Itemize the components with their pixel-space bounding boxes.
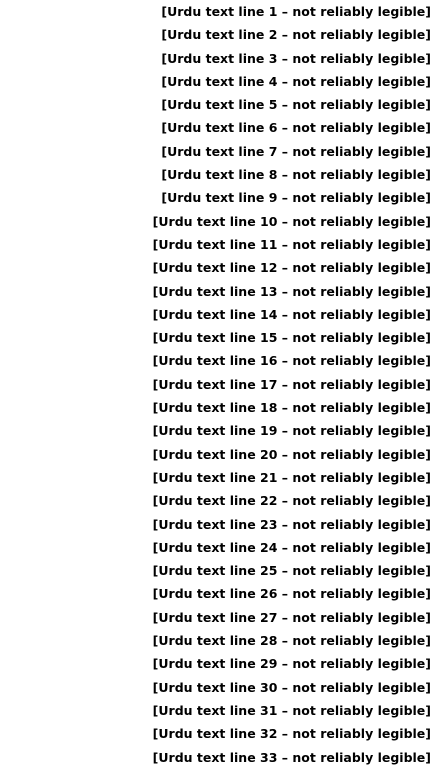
article-line: [Urdu text line 29 – not reliably legible] (152, 656, 431, 672)
article-line: [Urdu text line 14 – not reliably legible] (152, 306, 431, 322)
article-line: [Urdu text line 32 – not reliably legible] (152, 726, 431, 742)
article-line: [Urdu text line 15 – not reliably legible] (152, 330, 431, 346)
article-line: [Urdu text line 13 – not reliably legible] (152, 283, 431, 299)
article-line: [Urdu text line 20 – not reliably legible] (152, 446, 431, 462)
article-line: [Urdu text line 19 – not reliably legible] (152, 423, 431, 439)
article-line: [Urdu text line 10 – not reliably legible] (152, 213, 431, 229)
article-line: [Urdu text line 23 – not reliably legible] (152, 516, 431, 532)
article-line: [Urdu text line 1 – not reliably legible] (161, 4, 431, 19)
article-line: [Urdu text line 18 – not reliably legible] (152, 400, 431, 416)
article-line: [Urdu text line 7 – not reliably legible] (161, 143, 431, 159)
article-line: [Urdu text line 25 – not reliably legible] (152, 563, 431, 579)
article-line: [Urdu text line 28 – not reliably legible] (152, 633, 431, 649)
article-line: [Urdu text line 3 – not reliably legible] (161, 50, 431, 66)
article-line: [Urdu text line 24 – not reliably legible] (152, 539, 431, 555)
article-line: [Urdu text line 12 – not reliably legible] (152, 260, 431, 276)
article-line: [Urdu text line 33 – not reliably legible] (152, 749, 431, 765)
article-line: [Urdu text line 8 – not reliably legible] (161, 167, 431, 183)
article-line: [Urdu text line 22 – not reliably legible] (152, 493, 431, 509)
article-body (4, 0, 431, 769)
article-line: [Urdu text line 6 – not reliably legible] (161, 120, 431, 136)
article-line: [Urdu text line 21 – not reliably legible] (152, 469, 431, 485)
article-line: [Urdu text line 31 – not reliably legible] (152, 702, 431, 718)
article-line: [Urdu text line 2 – not reliably legible] (161, 27, 431, 43)
article-line: [Urdu text line 27 – not reliably legible] (152, 609, 431, 625)
article-line: [Urdu text line 11 – not reliably legible] (152, 236, 431, 252)
article-line: [Urdu text line 26 – not reliably legible] (152, 586, 431, 602)
article-line: [Urdu text line 30 – not reliably legible] (152, 679, 431, 695)
article-line: [Urdu text line 4 – not reliably legible] (161, 73, 431, 89)
article-line: [Urdu text line 9 – not reliably legible] (161, 190, 431, 206)
article-line: [Urdu text line 5 – not reliably legible] (161, 97, 431, 113)
article-line: [Urdu text line 17 – not reliably legible] (152, 376, 431, 392)
article-line: [Urdu text line 16 – not reliably legible] (152, 353, 431, 369)
